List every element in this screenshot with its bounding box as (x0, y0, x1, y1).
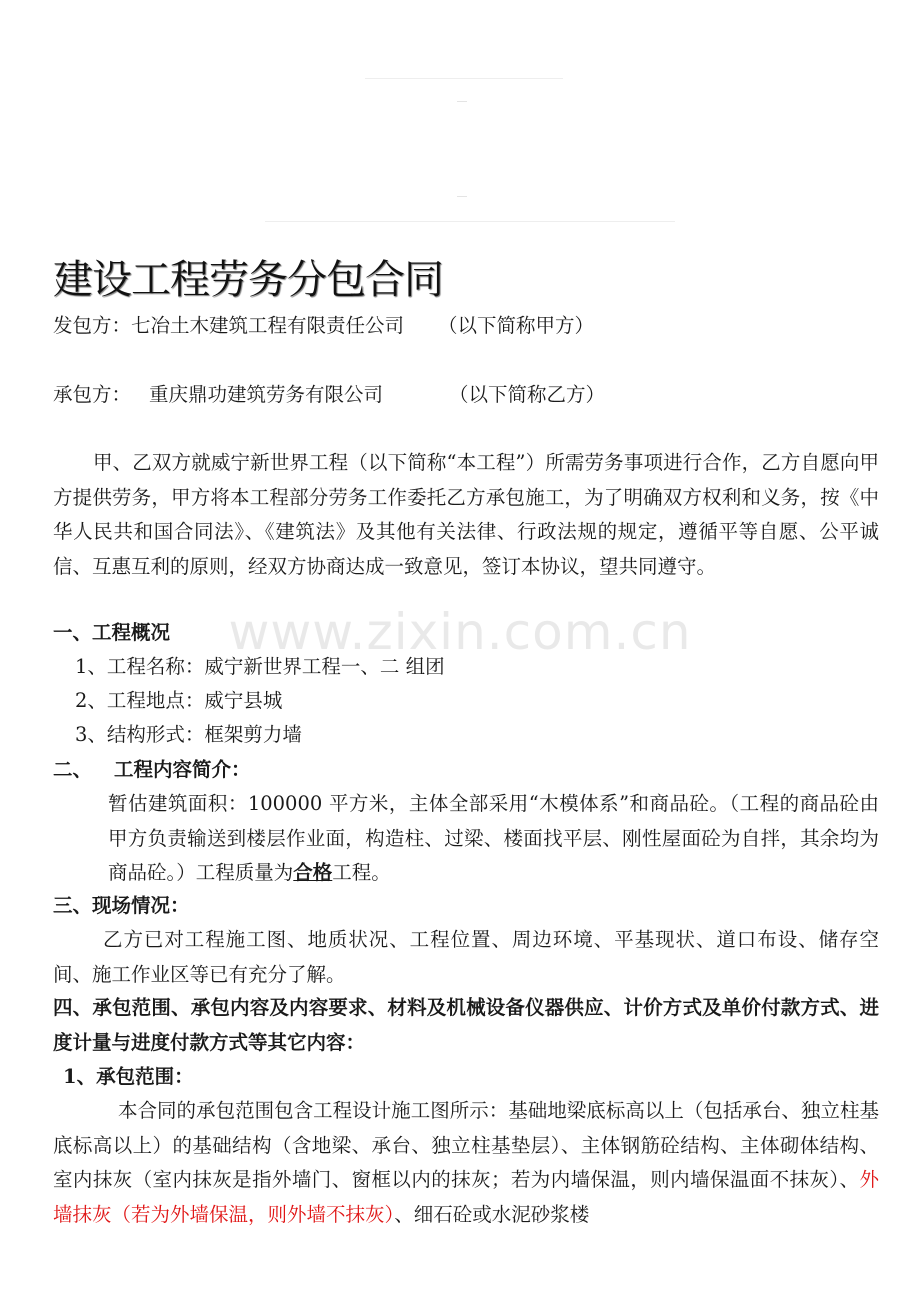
section-2-text-a: 暂估建筑面积：100000 平方米，主体全部采用“木模体系”和商品砼。（工程的商品砼由甲方负责输送到楼层作业面，构造柱、过梁、楼面找平层、刚性屋面砼为自拌，其余均为商品砼。）工程质量为 (108, 792, 879, 884)
party-a-note: （以下简称甲方） (438, 314, 595, 337)
section-3-text: 乙方已对工程施工图、地质状况、工程位置、周边环境、平基现状、道口布设、储存空间、施工作业区等已有充分了解。 (53, 928, 879, 986)
party-a-line (53, 309, 594, 343)
watermark: www.zixin.com.cn (228, 603, 692, 661)
section-1-heading: 一、工程概况 (53, 621, 171, 644)
quality-grade: 合格 (293, 861, 333, 884)
section-4-scope-text (53, 1094, 879, 1232)
section-4-sub-heading: 1、承包范围： (63, 1065, 194, 1088)
scope-text-a: 本合同的承包范围包含工程设计施工图所示：基础地梁底标高以上（包括承台、独立柱基底标高以上）的基础结构（含地梁、承台、独立柱基垫层）、主体钢筋砼结构、主体砌体结构、室内抹灰（室内抹灰是指外墙门、窗框以内的抹灰；若为内墙保温，则内墙保温面不抹灰）、 (53, 1099, 879, 1191)
header-mark (457, 101, 467, 102)
party-a-label: 发包方：七冶土木建筑工程有限责任公司 (53, 314, 405, 337)
section-1-item: 1、工程名称：威宁新世界工程一、二 组团 (75, 655, 445, 678)
header-mark (457, 196, 467, 197)
section-3-heading: 三、现场情况： (53, 894, 190, 917)
intro-paragraph: 甲、乙双方就威宁新世界工程（以下简称“本工程”）所需劳务事项进行合作，乙方自愿向甲方提供劳务，甲方将本工程部分劳务工作委托乙方承包施工，为了明确双方权利和义务，按《中华人民共和国合同法》、《建筑法》及其他有关法律、行政法规的规定，遵循平等自愿、公平诚信、互惠互利的原则，经双方协商达成一致意见，签订本协议，望共同遵守。 (53, 451, 879, 578)
party-b-label: 承包方： (53, 383, 132, 406)
section-2-text (108, 787, 879, 891)
section-2-title: 工程内容简介： (114, 758, 251, 781)
scope-text-b: 、细石砼或水泥砂浆楼 (394, 1202, 590, 1226)
section-2-text-b: 工程。 (332, 861, 391, 884)
party-b-line (53, 378, 605, 412)
party-b-note: （以下简称乙方） (449, 383, 606, 406)
header-rule-top (365, 78, 563, 79)
section-2-number: 二、 (53, 758, 93, 781)
section-1-item: 2、工程地点：威宁县城 (75, 689, 283, 712)
scope-text-highlight: 外墙抹灰（若为外墙保温，则外墙不抹灰） (53, 1168, 879, 1226)
section-2-heading (53, 753, 251, 787)
party-b-name: 重庆鼎功建筑劳务有限公司 (149, 383, 384, 406)
section-4-heading: 四、承包范围、承包内容及内容要求、材料及机械设备仪器供应、计价方式及单价付款方式、进度计量与进度付款方式等其它内容： (53, 996, 879, 1054)
section-1-item: 3、结构形式：框架剪力墙 (75, 723, 302, 746)
document-title: 建设工程劳务分包合同 (53, 257, 443, 303)
header-rule-bottom (265, 221, 675, 222)
